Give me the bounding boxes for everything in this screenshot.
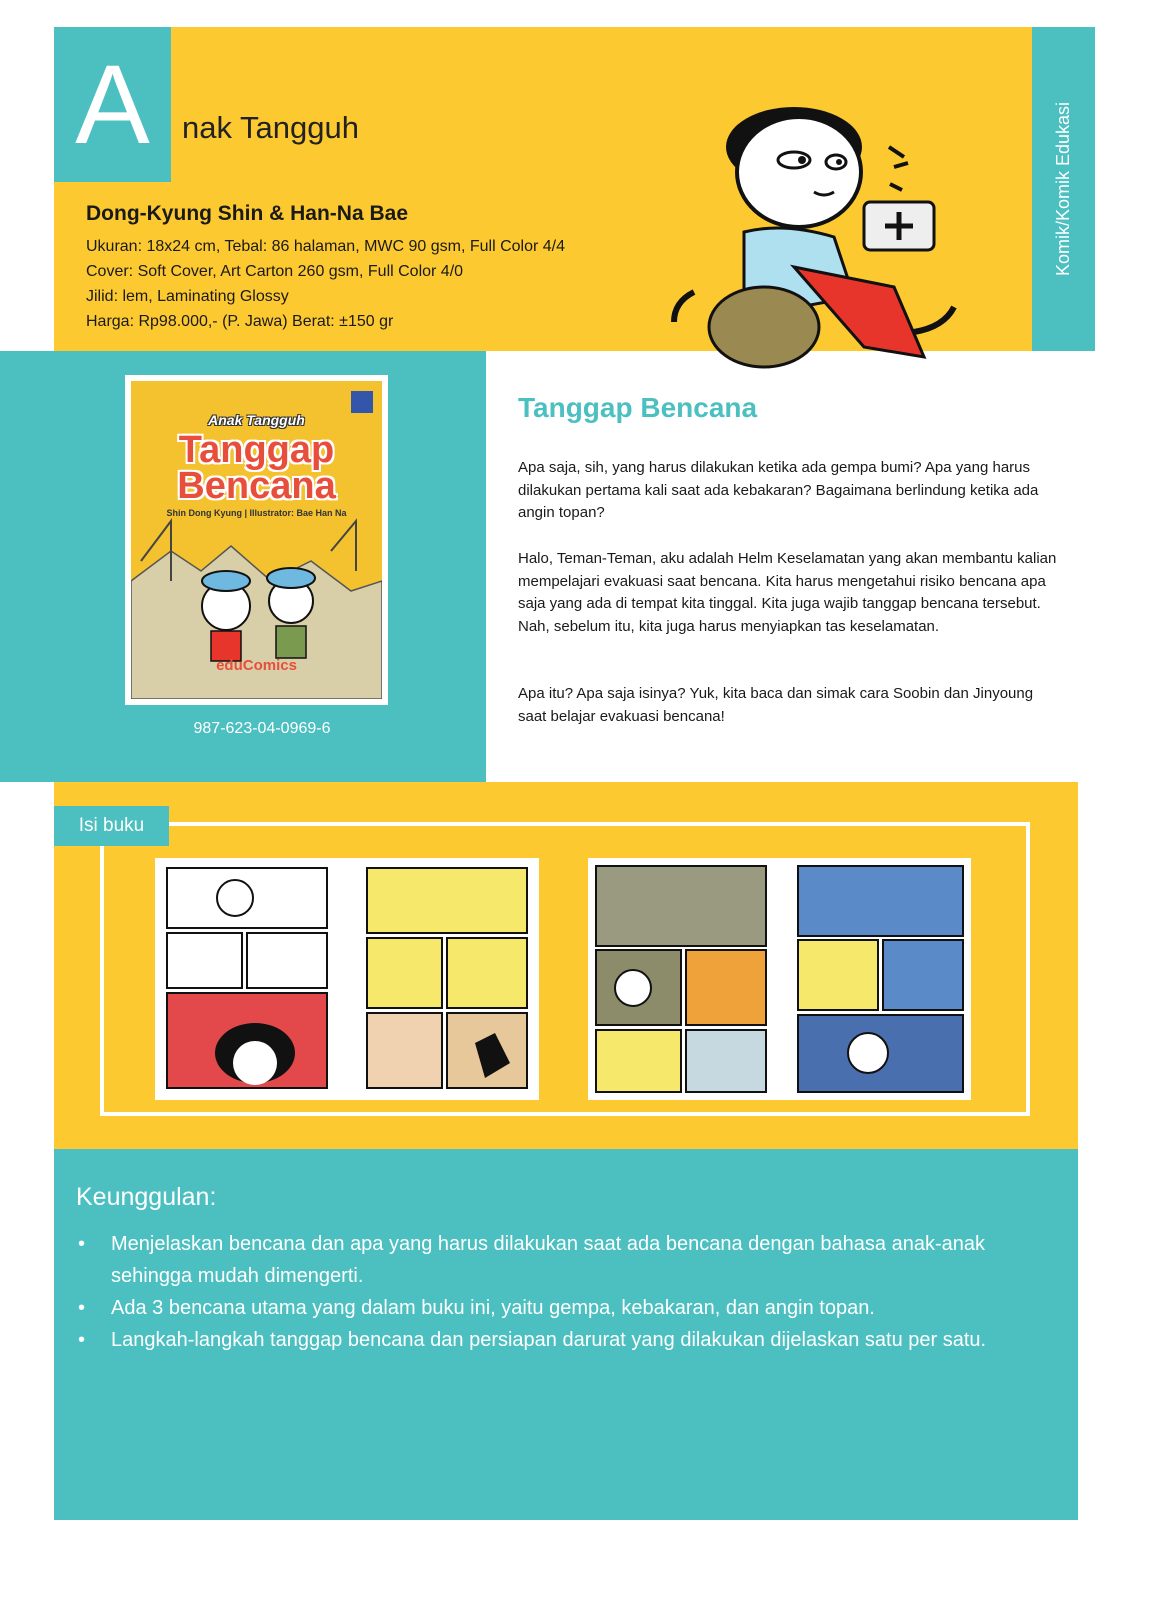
spec-binding: Jilid: lem, Laminating Glossy <box>86 288 289 305</box>
advantages-title: Keunggulan: <box>76 1183 217 1211</box>
series-title: nak Tangguh <box>182 110 359 145</box>
isbn: 987-623-04-0969-6 <box>193 720 331 737</box>
inside-spread-2 <box>588 858 971 1100</box>
cover-title-line-1: Tanggap <box>178 429 335 471</box>
inside-spread-1 <box>155 858 539 1100</box>
comic-spread-2-illustration <box>588 858 971 1100</box>
inside-pages-label: Isi buku <box>78 815 145 836</box>
advantages-list <box>76 1228 1036 1356</box>
cover-credits: Shin Dong Kyung | Illustrator: Bae Han Na <box>166 508 347 518</box>
book-specs <box>86 234 565 334</box>
series-initial-letter: A <box>75 42 150 167</box>
list-item <box>76 1292 1036 1324</box>
cover-publisher-logo: eduComics <box>216 657 297 674</box>
advantage-text-2: Ada 3 bencana utama yang dalam buku ini, yaitu gempa, kebakaran, dan angin topan. <box>111 1297 875 1319</box>
list-item <box>76 1324 1036 1356</box>
description-title: Tanggap Bencana <box>518 392 758 423</box>
book-authors: Dong-Kyung Shin & Han-Na Bae <box>86 202 409 225</box>
bullet-icon: • <box>78 1233 86 1255</box>
spec-cover: Cover: Soft Cover, Art Carton 260 gsm, Full Color 4/0 <box>86 263 464 280</box>
bullet-icon: • <box>78 1297 86 1319</box>
cover-series-title: Anak Tangguh <box>208 412 305 428</box>
cover-title <box>131 429 382 507</box>
advantage-text-1: Menjelaskan bencana dan apa yang harus dilakukan saat ada bencana dengan bahasa anak-anak sehingga mudah dimengerti. <box>111 1233 986 1287</box>
cover-title-line-2: Bencana <box>177 465 336 507</box>
category-label: Komik/Komik Edukasi <box>1053 101 1073 277</box>
mascot-illustration <box>664 92 974 382</box>
comic-spread-1-illustration <box>155 858 539 1100</box>
description-paragraph-3: Apa itu? Apa saja isinya? Yuk, kita baca dan simak cara Soobin dan Jinyoung saat belajar evakuasi bencana! <box>518 685 1034 725</box>
spec-price: Harga: Rp98.000,- (P. Jawa) Berat: ±150 gr <box>86 313 394 330</box>
description-paragraph-1: Apa saja, sih, yang harus dilakukan ketika ada gempa bumi? Apa yang harus dilakukan pertama kali saat ada kebakaran? Bagaimana berlindung ketika ada angin topan? <box>518 459 1039 521</box>
advantage-text-3: Langkah-langkah tanggap bencana dan persiapan darurat yang dilakukan dijelaskan satu per satu. <box>111 1329 987 1351</box>
bullet-icon: • <box>78 1329 86 1351</box>
description-paragraph-2: Halo, Teman-Teman, aku adalah Helm Keselamatan yang akan membantu kalian mempelajari evakuasi saat bencana. Kita harus mengetahui risiko bencana apa saja yang ada di tempat kita tinggal. Kita juga wajib tanggap bencana tersebut. Nah, sebelum itu, kita juga harus menyiapkan tas keselamatan. <box>518 550 1057 635</box>
list-item <box>76 1228 1036 1292</box>
spec-size: Ukuran: 18x24 cm, Tebal: 86 halaman, MWC 90 gsm, Full Color 4/4 <box>86 238 566 255</box>
